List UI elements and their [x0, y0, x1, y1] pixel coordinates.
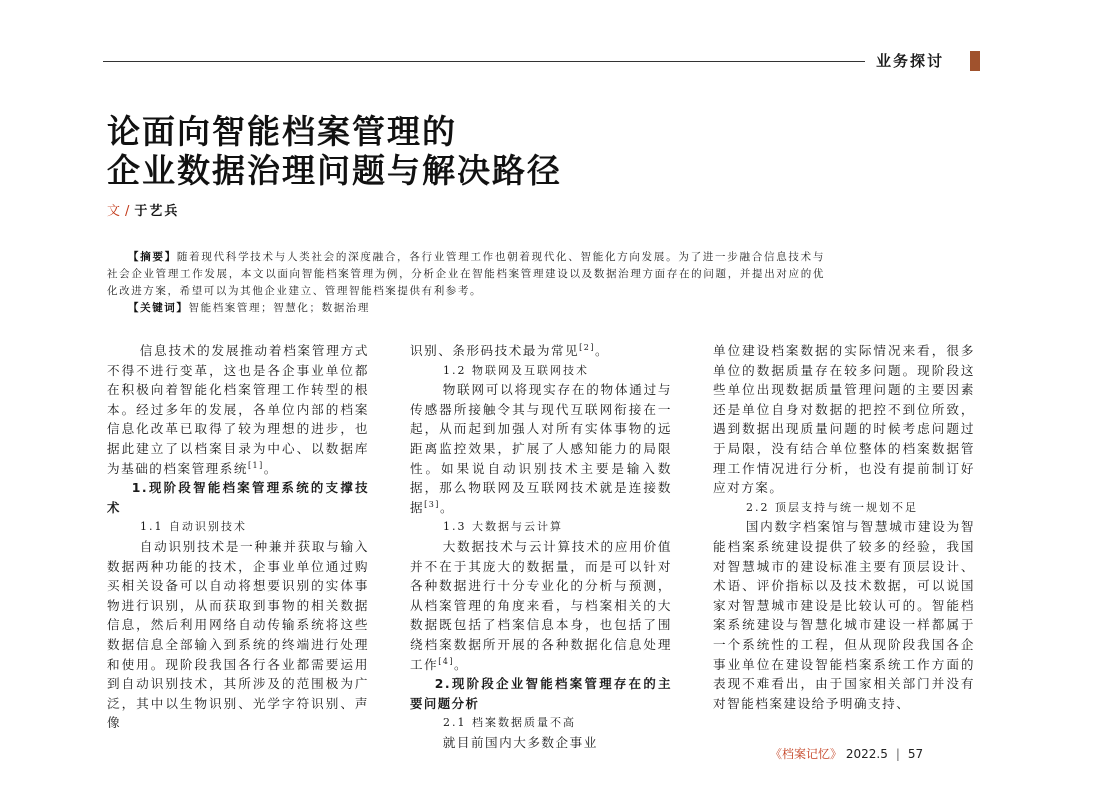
subsection-heading: 1.2 物联网及互联网技术 [443, 363, 589, 377]
reference-marker: [2] [579, 342, 595, 352]
abstract-paragraph [107, 249, 825, 300]
author-slash: / [125, 204, 132, 219]
body-paragraph [410, 537, 672, 674]
title-line-2: 企业数据治理问题与解决路径 [107, 151, 562, 190]
reference-marker: [3] [424, 499, 440, 509]
section-label: 业务探讨 [876, 52, 945, 70]
body-paragraph: 就目前国内大多数企事业 [442, 734, 598, 750]
abstract-text: 随着现代科学技术与人类社会的深度融合，各行业管理工作也朝着现代化、智能化方向发展。为了进一步融合信息技术与社会企业管理工作发展，本文以面向智能档案管理为例，分析企业在智能档案管理建设以及数据治理方面存在的问题，并提出对应的优化改进方案，希望可以为其他企业建立、管理智能档案提供有利参考。 [107, 251, 825, 297]
body-paragraph: 自动识别技术是一种兼并获取与输入数据两种功能的技术，企事业单位通过购买相关设备可以自动将想要识别的实体事物进行识别，从而获取到事物的相关数据信息，然后利用网络自动传输系统将这些数据信息全部输入到系统的终端进行处理和使用。现阶段我国各行各业都需要运用到自动识别技术，其所涉及的范围极为广泛，其中以生物识别、光学字符识别、声像 [107, 538, 369, 731]
body-paragraph [410, 380, 672, 517]
body-paragraph [107, 341, 369, 478]
subsection-heading: 1.3 大数据与云计算 [443, 520, 563, 534]
subsection-heading: 2.1 档案数据质量不高 [443, 716, 576, 730]
keywords-label: 【关键词】 [128, 302, 189, 314]
issue-number: 2022.5 [845, 747, 888, 761]
subsection-heading: 2.2 顶层支持与统一规划不足 [746, 500, 918, 514]
author-name: 于艺兵 [134, 204, 180, 219]
journal-name: 《档案记忆》 [770, 747, 843, 761]
paragraph-end: 。 [439, 499, 455, 515]
paragraph-text: 大数据技术与云计算技术的应用价值并不在于其庞大的数据量，而是可以针对各种数据进行十分专业化的分析与预测，从档案管理的角度来看，与档案相关的大数据既包括了档案信息本身，也包括了围绕档案数据所开展的各种数据化信息处理工作 [410, 538, 672, 672]
abstract-label: 【摘要】 [128, 251, 177, 263]
title-line-1: 论面向智能档案管理的 [107, 112, 457, 151]
section-heading: 2.现阶段企业智能档案管理存在的主要问题分析 [410, 676, 672, 711]
body-column-2 [410, 341, 672, 752]
author-line [107, 200, 179, 219]
paragraph-text: 物联网可以将现实存在的物体通过与传感器所接触令其与现代互联网衔接在一起，从而起到加强人对所有实体事物的远距离监控效果，扩展了人感知能力的局限性。如果说自动识别技术主要是输入数据，那么物联网及互联网技术就是连接数据 [410, 382, 672, 515]
body-paragraph: 单位建设档案数据的实际情况来看，很多单位的数据质量存在较多问题。现阶段这些单位出现数据质量管理问题的主要因素还是单位自身对数据的把控不到位所致，遇到数据出现质量问题的时候考虑问题过于局限，没有结合单位整体的档案数据管理工作情况进行分析，也没有提前制订好应对方案。 [713, 343, 975, 496]
footer-separator: | [895, 747, 900, 761]
header-rule [103, 61, 865, 62]
keywords-paragraph [107, 300, 825, 317]
section-heading: 1.现阶段智能档案管理系统的支撑技术 [107, 480, 369, 515]
reference-marker: [1] [247, 460, 264, 470]
reference-marker: [4] [438, 656, 455, 666]
paragraph-end: 。 [594, 343, 610, 358]
page-footer [770, 745, 923, 762]
body-column-3 [713, 341, 975, 713]
body-paragraph [410, 341, 672, 361]
body-column-1 [107, 341, 369, 733]
article-title [107, 112, 562, 190]
author-prefix: 文 [107, 204, 123, 219]
paragraph-text: 识别、条形码技术最为常见 [410, 343, 580, 358]
subsection-heading: 1.1 自动识别技术 [140, 520, 247, 534]
section-marker [970, 51, 980, 71]
abstract-block [107, 249, 825, 317]
paragraph-end: 。 [263, 460, 278, 476]
keywords-text: 智能档案管理；智慧化；数据治理 [188, 302, 370, 314]
paragraph-end: 。 [454, 656, 469, 672]
paragraph-text: 信息技术的发展推动着档案管理方式不得不进行变革，这也是各企事业单位都在积极向着智能化档案管理工作转型的根本。经过多年的发展，各单位内部的档案信息化改革已取得了较为理想的进步，也据此建立了以档案目录为中心、以数据库为基础的档案管理系统 [107, 343, 369, 476]
page-number: 57 [907, 747, 924, 761]
body-paragraph: 国内数字档案馆与智慧城市建设为智能档案系统建设提供了较多的经验，我国对智慧城市的建设标准主要有顶层设计、术语、评价指标以及技术数据，可以说国家对智慧城市建设是比较认可的。智能档案系统建设与智慧化城市建设一样都属于一个系统性的工程，但从现阶段我国各企事业单位在建设智能档案系统工作方面的表现不难看出，由于国家相关部门并没有对智能档案建设给予明确支持、 [713, 519, 975, 711]
